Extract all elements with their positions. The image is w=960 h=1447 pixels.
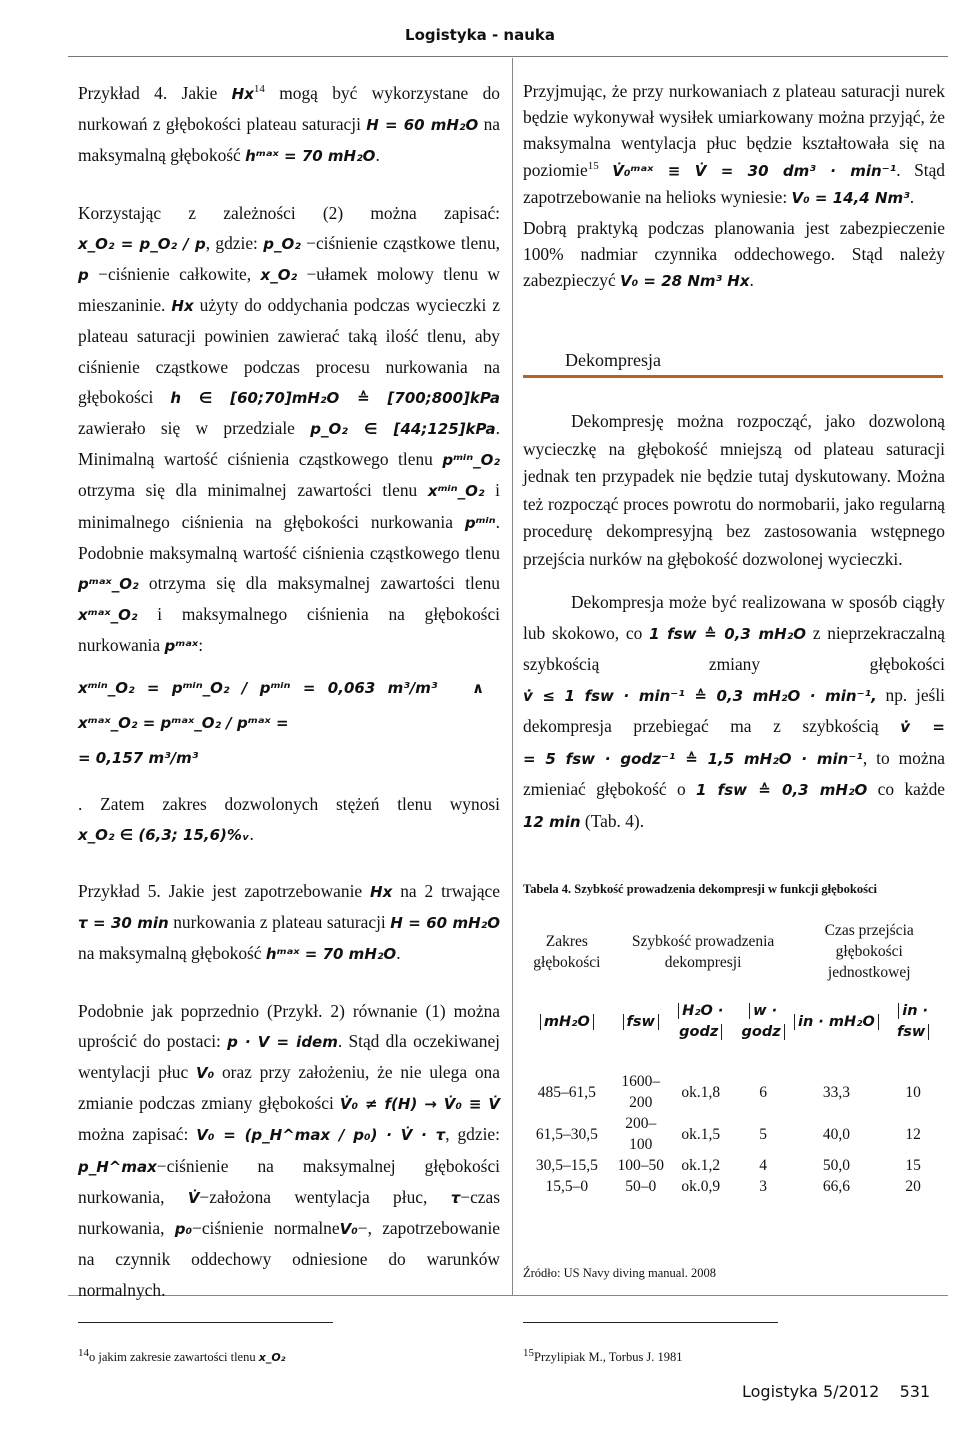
table-cell: 100–50 bbox=[617, 1157, 664, 1174]
table-cell: 66,6 bbox=[822, 1178, 850, 1195]
table-row bbox=[520, 1155, 946, 1176]
oxygen-concentration-result: . Zatem zakres dozwolonych stężeń tlenu wynosi x_O₂ ∈ (6,3; 15,6)%ᵥ. bbox=[78, 793, 500, 844]
table-cell: 40,0 bbox=[822, 1125, 850, 1143]
demand-derivation-paragraph: Podobnie jak poprzednio (Przykł. 2) równanie (1) można uprościć do postaci: p · V = idem. Stąd dla oczekiwanej wentylacji płuc V₀ oraz przy założeniu, że nie ulega ona zmianie podczas zmiany głębokości V̇₀ ≠ f(H) → V̇₀ ≡ V̇ można zapisać: V₀ = (p_H^max / p₀) · V̇ · τ, gdzie: p_H^max−ciśnienie na maksymalnej głębokości nurkowania, V̇−założona wentylacja płuc, τ−czas nurkowania, p₀−ciśnienie normalneV₀−, zapotrzebowanie na czynnik oddechowy odniesione do warunków normalnych. bbox=[78, 1000, 500, 1300]
table-cell: 485–61,5 bbox=[537, 1083, 596, 1101]
table-cell: 5 bbox=[759, 1125, 768, 1143]
table-row bbox=[520, 1176, 946, 1197]
unit-cell: w · godz bbox=[734, 983, 793, 1071]
table-cell: 33,3 bbox=[822, 1083, 850, 1101]
table-row bbox=[520, 1071, 946, 1113]
page-footer bbox=[742, 1382, 930, 1401]
table-cell: ok.0,9 bbox=[681, 1178, 721, 1195]
table-source: Źródło: US Navy diving manual. 2008 bbox=[523, 1266, 717, 1280]
oxygen-range-paragraph: Korzystając z zależności (2) można zapisać: x_O₂ = p_O₂ / p, gdzie: p_O₂ −ciśnienie cząstkowe tlenu, p −ciśnienie całkowite, x_O₂ −ułamek molowy tlenu w mieszaninie. Hx użyty do oddychania podczas wycieczki z plateau saturacji powinien zawierać taką ilość tlenu, aby ciśnienie cząstkowe podczas procesu nurkowania na głębokości h ∈ [60;70]mH₂O ≙ [700;800]kPa zawierało się w przedziale p_O₂ ∈ [44;125]kPa. Minimalną wartość ciśnienia cząstkowego tlenu pᵐⁱⁿ_O₂ otrzyma się dla minimalnej zawartości tlenu xᵐⁱⁿ_O₂ i minimalnego ciśnienia na głębokości nurkowania pᵐⁱⁿ. Podobnie maksymalną wartość ciśnienia cząstkowego tlenu pᵐᵃˣ_O₂ otrzyma się dla maksymalnej zawartości tlenu xᵐᵃˣ_O₂ i maksymalnego ciśnienia na głębokości nurkowania pᵐᵃˣ: bbox=[78, 202, 500, 656]
decompression-text bbox=[523, 408, 945, 837]
example-4-paragraph: Przykład 4. Jakie Hx$^{14}$ mogą być wykorzystane do nurkowań z głębokości plateau saturacji H = 60 mH₂O na maksymalną głębokość hᵐᵃˣ = 70 mH₂O. bbox=[78, 83, 501, 166]
table-cell: 50,0 bbox=[822, 1157, 850, 1174]
table-caption: Tabela 4. Szybkość prowadzenia dekompresji w funkcji głębokości bbox=[523, 882, 877, 896]
right-column bbox=[523, 78, 945, 295]
footnote-15: 15Przylipiak M., Torbus J. 1981 bbox=[523, 1346, 683, 1364]
footnote-rule-right bbox=[523, 1322, 778, 1323]
table-cell: 6 bbox=[759, 1083, 768, 1101]
running-header: Logistyka - nauka bbox=[405, 26, 555, 44]
table-cell: 15,5–0 bbox=[545, 1178, 589, 1195]
table-header-row bbox=[520, 920, 946, 983]
table-units-row bbox=[520, 983, 946, 1071]
header-rule bbox=[68, 56, 948, 57]
ventilation-paragraph: Przyjmując, że przy nurkowaniach z plateau saturacji nurek będzie wykonywał wysiłek umiarkowany można przyjąć, że maksymalna wentylacja płuc będzie kształtowała się na poziomie$^{15}$ V̇₀ᵐᵃˣ ≡ V̇ = 30 dm³ · min⁻¹. Stąd zapotrzebowanie na helioks wyniesie: V₀ = 14,4 Nm³. bbox=[523, 81, 945, 207]
table-cell: 50–0 bbox=[625, 1178, 657, 1195]
footnote-14: 14o jakim zakresie zawartości tlenu x_O₂ bbox=[78, 1346, 286, 1364]
unit-cell: in · fsw bbox=[896, 1003, 929, 1040]
table-cell: 200–100 bbox=[625, 1115, 657, 1153]
header-time: Czas przejścia głębokości jednostkowej bbox=[824, 922, 914, 981]
header-depth-range: Zakres głębokości bbox=[533, 932, 601, 971]
table-cell: 4 bbox=[759, 1157, 768, 1174]
column-divider bbox=[512, 58, 513, 1296]
section-title: Dekompresja bbox=[523, 350, 943, 378]
section-heading-decompression bbox=[523, 350, 943, 378]
table-cell: 61,5–30,5 bbox=[535, 1125, 598, 1143]
table-cell: ok.1,8 bbox=[681, 1083, 721, 1101]
decompression-intro: Dekompresję można rozpocząć, jako dozwoloną wycieczkę na głębokość mniejszą od plateau saturacji jednak ten przypadek nie będzie tutaj dyskutowany. Można też rozpocząć proces powrotu do normobarii, jako regularną procedurę dekompresyjną bez zastosowania wstępnego przejścia nurków na głębokość dozwolonej wycieczki. bbox=[523, 411, 945, 569]
decompression-rate-paragraph: Dekompresja może być realizowana w sposób ciągły lub skokowo, co 1 fsw ≙ 0,3 mH₂O z nieprzekraczalną szybkością zmiany głębokości v̇ ≤ 1 fsw · min⁻¹ ≙ 0,3 mH₂O · min⁻¹, np. jeśli dekompresja przebiegać ma z szybkością v̇ = = 5 fsw · godz⁻¹ ≙ 1,5 mH₂O · min⁻¹, to można zmieniać głębokość o 1 fsw ≙ 0,3 mH₂O co każde 12 min (Tab. 4). bbox=[523, 592, 946, 831]
table-cell: 10 bbox=[905, 1083, 921, 1101]
table-cell: ok.1,5 bbox=[681, 1125, 721, 1143]
table-row bbox=[520, 1113, 946, 1155]
unit-cell: H₂O · godz bbox=[679, 1003, 724, 1040]
table-cell: ok.1,2 bbox=[681, 1157, 721, 1174]
page-number: 531 bbox=[899, 1382, 931, 1401]
unit-cell: mH₂O bbox=[520, 983, 614, 1071]
table-cell: 1600–200 bbox=[621, 1073, 661, 1111]
table-cell: 12 bbox=[905, 1125, 921, 1143]
example-5-paragraph: Przykład 5. Jakie jest zapotrzebowanie Hx na 2 trwające τ = 30 min nurkowania z plateau saturacji H = 60 mH₂O na maksymalną głębokość hᵐᵃˣ = 70 mH₂O. bbox=[78, 881, 500, 964]
safety-margin-paragraph: Dobrą praktyką podczas planowania jest zabezpieczenie 100% nadmiar czynnika oddechowego. Stąd należy zabezpieczyć V₀ = 28 Nm³ Hx. bbox=[523, 218, 945, 291]
decompression-table bbox=[520, 920, 946, 1197]
header-rate: Szybkość prowadzenia dekompresji bbox=[631, 932, 775, 971]
equation-min-max: xᵐⁱⁿ_O₂ = pᵐⁱⁿ_O₂ / pᵐⁱⁿ = 0,063 m³/m³ ∧ xᵐᵃˣ_O₂ = pᵐᵃˣ_O₂ / pᵐᵃˣ = = 0,157 m³/m³ bbox=[78, 678, 485, 767]
table-cell: 30,5–15,5 bbox=[535, 1157, 598, 1174]
unit-cell: in · mH₂O bbox=[792, 983, 880, 1071]
journal-issue: Logistyka 5/2012 bbox=[742, 1382, 880, 1401]
left-column bbox=[78, 78, 500, 1305]
unit-cell: fsw bbox=[614, 983, 668, 1071]
footnote-rule-left bbox=[78, 1322, 333, 1323]
table-cell: 3 bbox=[759, 1178, 768, 1195]
table-cell: 20 bbox=[905, 1178, 921, 1195]
table-cell: 15 bbox=[905, 1157, 921, 1174]
